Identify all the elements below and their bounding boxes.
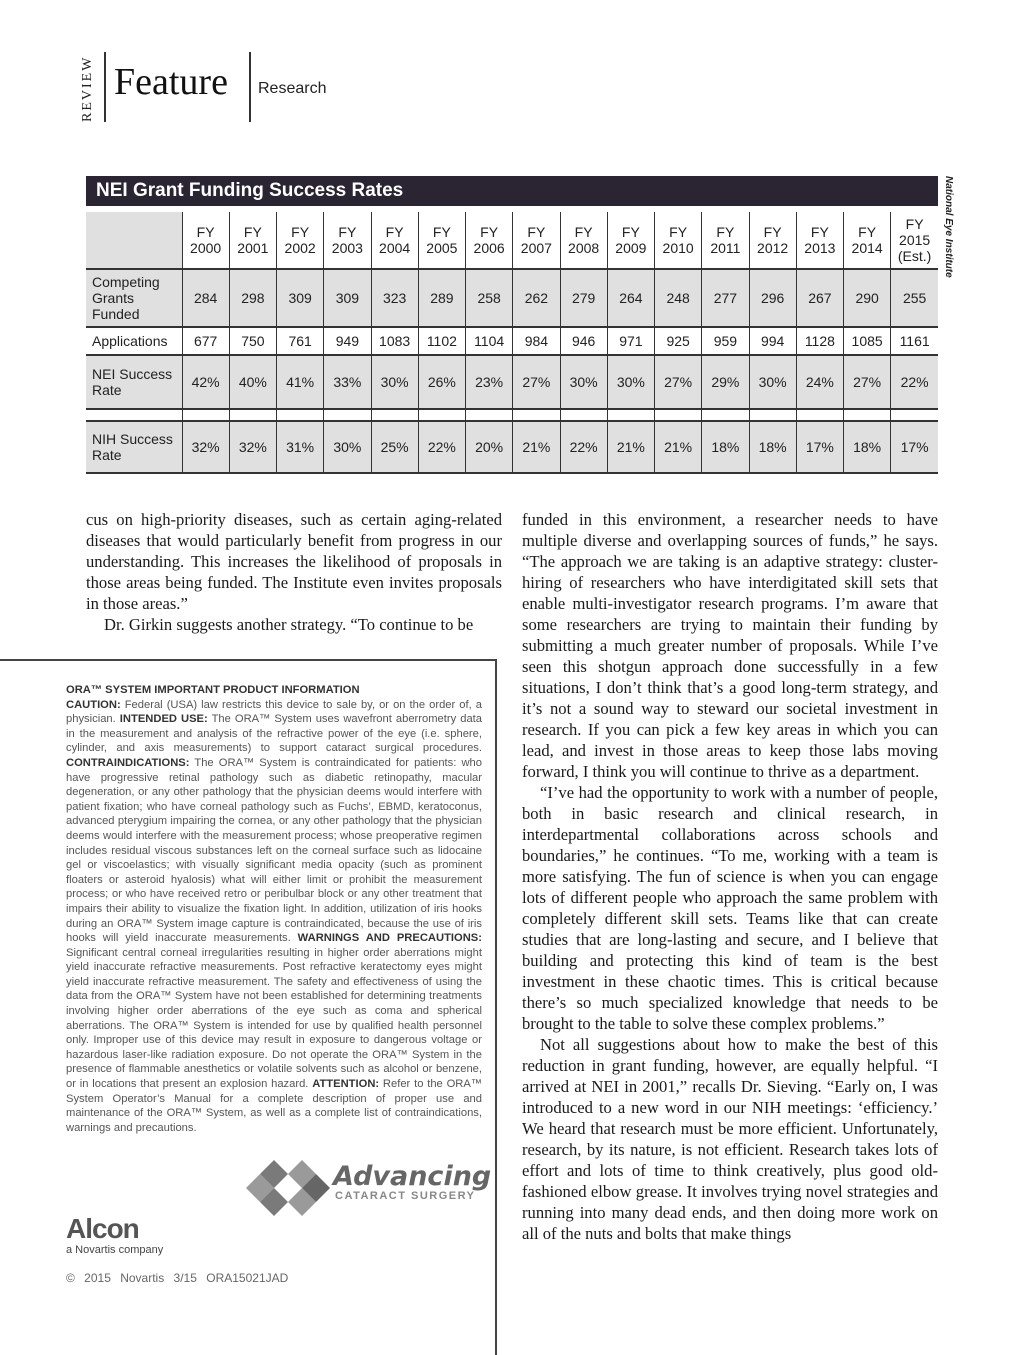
spacer-cell: [182, 409, 229, 421]
table-cell: 949: [324, 327, 371, 355]
spacer-cell: [749, 409, 796, 421]
cell-text: 2008: [568, 240, 600, 256]
column-header: [749, 212, 796, 269]
table-cell: 1161: [891, 327, 938, 355]
row-label: [86, 421, 182, 473]
column-header: [560, 212, 607, 269]
article-paragraph: Dr. Girkin suggests another strategy. “To continue to be: [104, 615, 474, 634]
table-cell: 994: [749, 327, 796, 355]
column-header: [324, 212, 371, 269]
table-row: [86, 327, 938, 355]
table-cell: 1085: [844, 327, 891, 355]
table-cell: 1128: [796, 327, 843, 355]
table-cell: 30%: [560, 355, 607, 409]
table-cell: 946: [560, 327, 607, 355]
spacer-cell: [466, 409, 513, 421]
table-cell: 279: [560, 269, 607, 327]
column-header: [277, 212, 324, 269]
spacer-cell: [277, 409, 324, 421]
table-cell: 18%: [749, 421, 796, 473]
ad-footer: © 2015 Novartis 3/15 ORA15021JAD: [66, 1271, 289, 1285]
spacer-cell: [229, 409, 276, 421]
table-cell: 262: [513, 269, 560, 327]
table-cell: 18%: [702, 421, 749, 473]
table-cell: 298: [229, 269, 276, 327]
cell-text: FY: [432, 224, 451, 240]
spacer-cell: [844, 409, 891, 421]
cell-text: FY: [716, 224, 735, 240]
cell-text: 2006: [473, 240, 505, 256]
column-header: [182, 212, 229, 269]
column-header: [844, 212, 891, 269]
section-title: Feature: [114, 61, 228, 103]
spacer-cell: [796, 409, 843, 421]
ad-title: ORA™ SYSTEM IMPORTANT PRODUCT INFORMATION: [66, 684, 360, 696]
cell-text: Grants: [92, 290, 135, 306]
cell-text: NIH Success: [92, 431, 173, 447]
table-cell: 290: [844, 269, 891, 327]
column-header: [466, 212, 513, 269]
table-cell: 277: [702, 269, 749, 327]
masthead-divider: [104, 52, 106, 122]
ad-brand-subline: CATARACT SURGERY: [335, 1190, 476, 1202]
spacer-cell: [655, 409, 702, 421]
table-cell: 26%: [418, 355, 465, 409]
table-cell: 984: [513, 327, 560, 355]
cell-text: 2010: [662, 240, 694, 256]
cell-text: Rate: [92, 447, 122, 463]
column-header: [796, 212, 843, 269]
table-cell: 21%: [655, 421, 702, 473]
column-header: [702, 212, 749, 269]
table-cell: 17%: [796, 421, 843, 473]
row-label: [86, 269, 182, 327]
cell-text: 2009: [615, 240, 647, 256]
alcon-logo: Alcon: [66, 1213, 139, 1244]
table-cell: 27%: [513, 355, 560, 409]
table-cell: 24%: [796, 355, 843, 409]
column-header: [418, 212, 465, 269]
table-cell: 41%: [277, 355, 324, 409]
subsection-title: Research: [258, 80, 327, 97]
table-cell: 33%: [324, 355, 371, 409]
table-cell: 31%: [277, 421, 324, 473]
table-cell: 296: [749, 269, 796, 327]
cell-text: FY: [763, 224, 782, 240]
masthead-review-label: REVIEW: [80, 55, 95, 122]
cell-text: FY: [480, 224, 499, 240]
table-cell: 32%: [229, 421, 276, 473]
table-cell: 959: [702, 327, 749, 355]
ad-heading: ATTENTION:: [312, 1078, 380, 1091]
row-label: [86, 327, 182, 355]
table-header-row: [86, 212, 938, 269]
table-cell: 18%: [844, 421, 891, 473]
table-cell: 27%: [844, 355, 891, 409]
cell-text: 2004: [379, 240, 411, 256]
table-cell: 21%: [607, 421, 654, 473]
cell-text: FY: [810, 224, 829, 240]
ad-border: [495, 659, 497, 1355]
ad-heading: WARNINGS AND PRECAUTIONS:: [297, 932, 482, 945]
table-corner-cell: [86, 212, 182, 269]
table-cell: 1102: [418, 327, 465, 355]
article-paragraph: funded in this environment, a researcher needs to have multiple diverse and overlapping sources of funds,” he says. “The approach we are taking is an adaptive strategy: cluster-hiring of researchers who have interdigitated skill sets that enable multi-investigator research programs. I’m aware that some researchers are trying to maintain their funding by submitting a much greater number of proposals. While I’ve seen this shotgun approach done successfully in a few situations, I don’t think that’s a good long-term strategy, and it’s not a sound way to steward our societal investment in research. If you can pick a few key areas in which you can lead, and invest in those areas to keep those labs moving forward, I think you will continue to thrive as a department.: [522, 510, 938, 781]
column-header: [513, 212, 560, 269]
cell-text: FY: [858, 224, 877, 240]
cell-text: 2005: [426, 240, 458, 256]
table-cell: 750: [229, 327, 276, 355]
cell-text: FY: [196, 224, 215, 240]
cell-text: FY: [243, 224, 262, 240]
table-cell: 22%: [891, 355, 938, 409]
table-cell: 27%: [655, 355, 702, 409]
cell-text: (Est.): [897, 248, 932, 264]
table-cell: 21%: [513, 421, 560, 473]
table-row: [86, 421, 938, 473]
cell-text: Applications: [92, 333, 168, 349]
ad-brand-headline: Advancing: [333, 1161, 492, 1192]
table-cell: 1083: [371, 327, 418, 355]
article-column-left: [86, 509, 502, 635]
ad-heading: CONTRAINDICATIONS:: [66, 756, 190, 769]
cell-text: 2013: [804, 240, 836, 256]
spacer-cell: [702, 409, 749, 421]
ad-text-run: The ORA™ System is contraindicated for patients: who have progressive retinal pathology such as diabetic retinopathy, macular degeneration, or any other pathology that the physician deems would interfere with patient fixation; who have corneal pathology such as Fuchs’, EBMD, keratoconus, advanced pterygium impairing the cornea, or any other pathology that the physician deems would interfere with the measurement process; whose preoperative regimen includes residual viscous substances left on the corneal surface such as lidocaine gel or viscoelastics; with visually significant media opacity (such as prominent floaters or asteroid hyalosis) what will either limit or prohibit the measurement process; or who have received retro or peribulbar block or any other treatment that impairs their ability to visualize the fixation light. In addition, utilization of iris hooks during an ORA™ System image capture is contraindicated, because the use of iris hooks will yield inaccurate measurements.: [66, 756, 482, 945]
column-header: [229, 212, 276, 269]
table-cell: 23%: [466, 355, 513, 409]
table-cell: 32%: [182, 421, 229, 473]
column-header: [371, 212, 418, 269]
table-cell: 255: [891, 269, 938, 327]
article-paragraph: “I’ve had the opportunity to work with a number of people, both in basic research and clinical research, in interdepartmental collaborations across schools and boundaries,” he continues. “To me, working with a team is more satisfying. The fun of science is when you can engage lots of different people who approach the same problem with completely different skill sets. Teams like that can create studies that are long-lasting and secure, and I believe that building and protecting this kind of team is the best investment in these chaotic times. This is critical because there’s so much specialized knowledge that needs to be brought to the table to solve these complex problems.”: [522, 783, 938, 1033]
spacer-cell: [513, 409, 560, 421]
table-title: NEI Grant Funding Success Rates: [86, 176, 938, 206]
cell-text: 2002: [284, 240, 316, 256]
cell-text: 2014: [851, 240, 883, 256]
cell-text: FY: [291, 224, 310, 240]
table-cell: 309: [324, 269, 371, 327]
table-cell: 25%: [371, 421, 418, 473]
ad-text-run: Refer to the ORA™ System Operator’s Manual for a complete description of proper use and maintenance of the ORA™ System, as well as a complete list of contraindications, warnings and precautions.: [66, 1078, 482, 1134]
table-row: [86, 355, 938, 409]
cell-text: 2003: [331, 240, 363, 256]
cell-text: 2012: [757, 240, 789, 256]
article-column-right: [522, 509, 938, 1244]
cell-text: 2007: [520, 240, 552, 256]
cell-text: Funded: [92, 306, 140, 322]
cell-text: NEI Success: [92, 366, 173, 382]
spacer-cell: [371, 409, 418, 421]
cell-text: FY: [338, 224, 357, 240]
table-cell: 30%: [324, 421, 371, 473]
table-cell: 42%: [182, 355, 229, 409]
column-header: [607, 212, 654, 269]
article-paragraph: Not all suggestions about how to make the best of this reduction in grant funding, however, are equally helpful. “I arrived at NEI in 2001,” recalls Dr. Sieving. “Early on, I was introduced to a new word in our NIH meetings: ‘efficiency.’ We heard that research must be more efficient. Unfortunately, research, by its nature, is not efficient. Research takes lots of effort and lots of time to think creatively, plus good old-fashioned elbow grease. It involves trying novel strategies and running into many dead ends, and then doing more work on all of the nuts and bolts that make things: [522, 1035, 938, 1243]
ad-product-information: [66, 683, 482, 1135]
table-cell: 30%: [749, 355, 796, 409]
advancing-logo-icon: [244, 1158, 344, 1218]
ad-text-run: The ORA™ System uses wavefront aberrometry data in the measurement and analysis of the refractive power of the eye (i.e. sphere, cylinder, and axis measurements) to support cataract surgical procedures.: [66, 713, 483, 755]
cell-text: Competing: [92, 274, 160, 290]
spacer-cell: [560, 409, 607, 421]
row-label: [86, 355, 182, 409]
cell-text: FY: [574, 224, 593, 240]
cell-text: 2015: [899, 232, 931, 248]
table-spacer-row: [86, 409, 938, 421]
table-cell: 29%: [702, 355, 749, 409]
cell-text: 2001: [237, 240, 269, 256]
cell-text: Rate: [92, 382, 122, 398]
column-header: [891, 212, 938, 269]
ad-heading: CAUTION:: [66, 698, 121, 711]
grant-funding-table: [86, 212, 938, 474]
table-cell: 22%: [560, 421, 607, 473]
table-credit: National Eye Institute: [943, 176, 954, 278]
table-cell: 258: [466, 269, 513, 327]
table-cell: 925: [655, 327, 702, 355]
table-cell: 30%: [371, 355, 418, 409]
table-cell: 284: [182, 269, 229, 327]
table-cell: 248: [655, 269, 702, 327]
table-cell: 323: [371, 269, 418, 327]
masthead-divider: [249, 52, 251, 122]
cell-text: FY: [669, 224, 688, 240]
cell-text: FY: [621, 224, 640, 240]
ad-border: [0, 659, 496, 661]
cell-text: FY: [527, 224, 546, 240]
table-cell: 17%: [891, 421, 938, 473]
table-cell: 40%: [229, 355, 276, 409]
table-cell: 1104: [466, 327, 513, 355]
spacer-cell: [324, 409, 371, 421]
cell-text: 2000: [190, 240, 222, 256]
article-paragraph: cus on high-priority diseases, such as certain aging-related diseases that would particularly benefit from progress in our understanding. This increases the likelihood of proposals in those areas being funded. The Institute even invites proposals in those areas.”: [86, 510, 502, 613]
table-cell: 267: [796, 269, 843, 327]
table-cell: 264: [607, 269, 654, 327]
spacer-cell: [418, 409, 465, 421]
ad-heading: INTENDED USE:: [119, 713, 208, 726]
table-cell: 30%: [607, 355, 654, 409]
spacer-cell: [891, 409, 938, 421]
company-tagline: a Novartis company: [66, 1244, 164, 1256]
table-cell: 289: [418, 269, 465, 327]
cell-text: FY: [385, 224, 404, 240]
table-cell: 677: [182, 327, 229, 355]
ad-text-run: Federal (USA) law restricts this device to sale by, or on the order of, a physician.: [66, 698, 482, 726]
column-header: [655, 212, 702, 269]
table-cell: 971: [607, 327, 654, 355]
table-cell: 22%: [418, 421, 465, 473]
ad-body: [66, 698, 482, 1136]
table-cell: 761: [277, 327, 324, 355]
spacer-cell: [607, 409, 654, 421]
cell-text: 2011: [710, 240, 741, 256]
ad-text-run: Significant central corneal irregularities resulting in higher order aberrations might yield inaccurate refractive measurements. Post refractive keratectomy eyes might yield inaccurate refractive measurement. The safety and effectiveness of using the data from the ORA™ System have not been established for determining treatments involving higher order aberrations of the eye such as coma and spherical aberrations. The ORA™ System is intended for use by qualified health personnel only. Improper use of this device may result in exposure to dangerous voltage or hazardous laser-like radiation exposure. Do not operate the ORA™ System in the presence of flammable anesthetics or volatile solvents such as alcohol or benzene, or in locations that present an explosion hazard.: [66, 946, 482, 1091]
table-row: [86, 269, 938, 327]
spacer-cell: [86, 409, 182, 421]
cell-text: FY: [905, 216, 924, 232]
table-cell: 309: [277, 269, 324, 327]
table-cell: 20%: [466, 421, 513, 473]
